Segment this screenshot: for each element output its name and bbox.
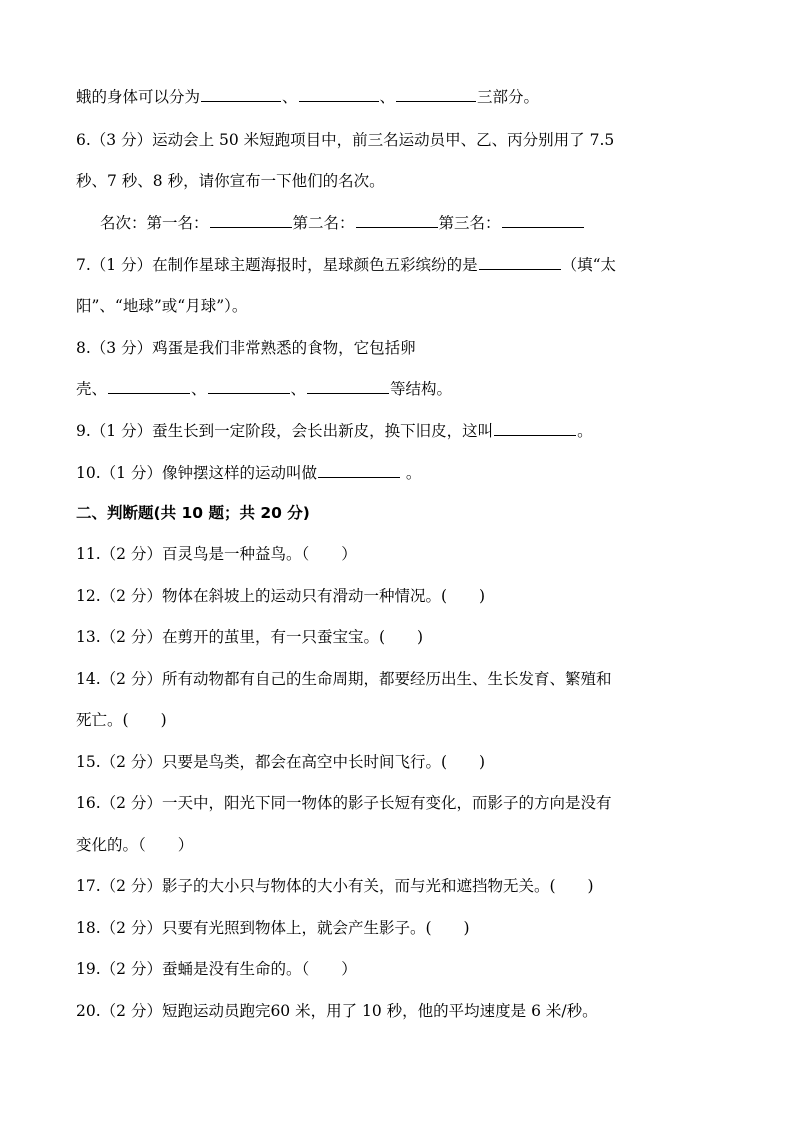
answer-paren-close: ） — [177, 836, 194, 854]
question-19 — [76, 954, 357, 984]
rank-3-label: 第三名： — [438, 214, 501, 232]
q10-text: 10.（1 分）像钟摆这样的运动叫做 — [76, 464, 317, 482]
question-7-line-1 — [76, 250, 616, 280]
rank-label: 名次：第一名： — [100, 214, 209, 232]
answer-paren-open: ( — [378, 628, 386, 646]
answer-paren-open: （ — [138, 836, 146, 854]
question-6-line-2: 秒、7 秒、8 秒，请你宣布一下他们的名次。 — [76, 172, 385, 190]
question-text: 死亡。 — [76, 711, 123, 729]
answer-paren-open: ( — [425, 919, 432, 937]
question-20: 20.（2 分）短跑运动员跑完60 米，用了 10 秒，他的平均速度是 6 米/秒。 — [76, 1002, 598, 1020]
separator: 、 — [290, 380, 307, 398]
answer-blank[interactable] — [307, 377, 389, 394]
question-5-line — [76, 82, 539, 112]
question-14-line-2 — [76, 705, 167, 735]
rank-2-label: 第二名： — [292, 214, 355, 232]
separator: 、 — [191, 380, 207, 398]
question-10-line — [76, 458, 421, 488]
answer-blank-rank-1[interactable] — [210, 211, 292, 228]
answer-paren-open: （ — [301, 960, 310, 978]
answer-paren-close: ） — [341, 545, 357, 563]
question-18 — [76, 913, 470, 943]
question-6-line-1: 6.（3 分）运动会上 50 米短跑项目中，前三名运动员甲、乙、丙分别用了 7.5 — [76, 131, 615, 149]
question-16-line-2 — [76, 830, 193, 860]
question-text: 18.（2 分）只要有光照到物体上，就会产生影子。 — [76, 919, 426, 937]
answer-paren-open: ( — [440, 587, 448, 605]
question-9-line — [76, 416, 593, 446]
answer-blank-rank-2[interactable] — [356, 211, 438, 228]
q9-text-end: 。 — [577, 422, 593, 440]
question-12 — [76, 581, 485, 611]
q8-text-end: 等结构。 — [390, 380, 453, 398]
answer-paren-open: ( — [122, 711, 129, 729]
question-14-line-1: 14.（2 分）所有动物都有自己的生命周期，都要经历出生、生长发育、繁殖和 — [76, 670, 612, 688]
answer-blank[interactable] — [479, 253, 561, 270]
answer-blank[interactable] — [299, 85, 379, 102]
answer-blank[interactable] — [208, 377, 290, 394]
q9-text: 9.（1 分）蚕生长到一定阶段，会长出新皮，换下旧皮，这叫 — [76, 422, 494, 440]
answer-blank[interactable] — [494, 419, 576, 436]
separator: 、 — [379, 88, 396, 106]
q5-text: 蛾的身体可以分为 — [76, 88, 201, 106]
answer-paren-close: ） — [341, 960, 357, 978]
answer-blank-rank-3[interactable] — [502, 211, 584, 228]
answer-paren-close: ) — [587, 877, 594, 895]
answer-blank[interactable] — [108, 377, 190, 394]
question-11 — [76, 539, 357, 569]
question-text: 19.（2 分）蚕蛹是没有生命的。 — [76, 960, 302, 978]
answer-blank[interactable] — [396, 85, 476, 102]
question-17 — [76, 871, 594, 901]
answer-paren-open: （ — [301, 545, 310, 563]
question-7-line-2: 阳”、“地球”或“月球”）。 — [76, 297, 248, 315]
answer-blank[interactable] — [318, 461, 400, 478]
q10-text-end: 。 — [400, 464, 422, 482]
question-6-ranks — [100, 208, 585, 238]
question-text: 12.（2 分）物体在斜坡上的运动只有滑动一种情况。 — [76, 587, 441, 605]
answer-paren-open: ( — [440, 753, 448, 771]
question-text: 11.（2 分）百灵鸟是一种益鸟。 — [76, 545, 302, 563]
separator: 、 — [282, 88, 298, 106]
q8-text: 壳、 — [76, 380, 108, 398]
question-13 — [76, 622, 423, 652]
answer-paren-close: ) — [417, 628, 424, 646]
answer-blank[interactable] — [201, 85, 281, 102]
answer-paren-close: ) — [479, 753, 486, 771]
question-16-line-1: 16.（2 分）一天中，阳光下同一物体的影子长短有变化，而影子的方向是没有 — [76, 794, 612, 812]
question-text: 17.（2 分）影子的大小只与物体的大小有关，而与光和遮挡物无关。 — [76, 877, 550, 895]
answer-paren-close: ) — [463, 919, 470, 937]
question-text: 变化的。 — [76, 836, 139, 854]
q7-text: 7.（1 分）在制作星球主题海报时，星球颜色五彩缤纷的是 — [76, 256, 478, 274]
q5-text-end: 三部分。 — [477, 88, 540, 106]
section-2-heading: 二、判断题(共 10 题；共 20 分) — [76, 504, 310, 522]
q7-hint: （填“太 — [561, 256, 617, 274]
answer-paren-close: ) — [160, 711, 167, 729]
answer-paren-close: ) — [479, 587, 486, 605]
question-8-line-2 — [76, 374, 452, 404]
question-8-line-1: 8.（3 分）鸡蛋是我们非常熟悉的食物，它包括卵 — [76, 339, 416, 357]
answer-paren-open: ( — [549, 877, 556, 895]
question-15 — [76, 747, 485, 777]
question-text: 15.（2 分）只要是鸟类，都会在高空中长时间飞行。 — [76, 753, 441, 771]
question-text: 13.（2 分）在剪开的茧里，有一只蚕宝宝。 — [76, 628, 379, 646]
